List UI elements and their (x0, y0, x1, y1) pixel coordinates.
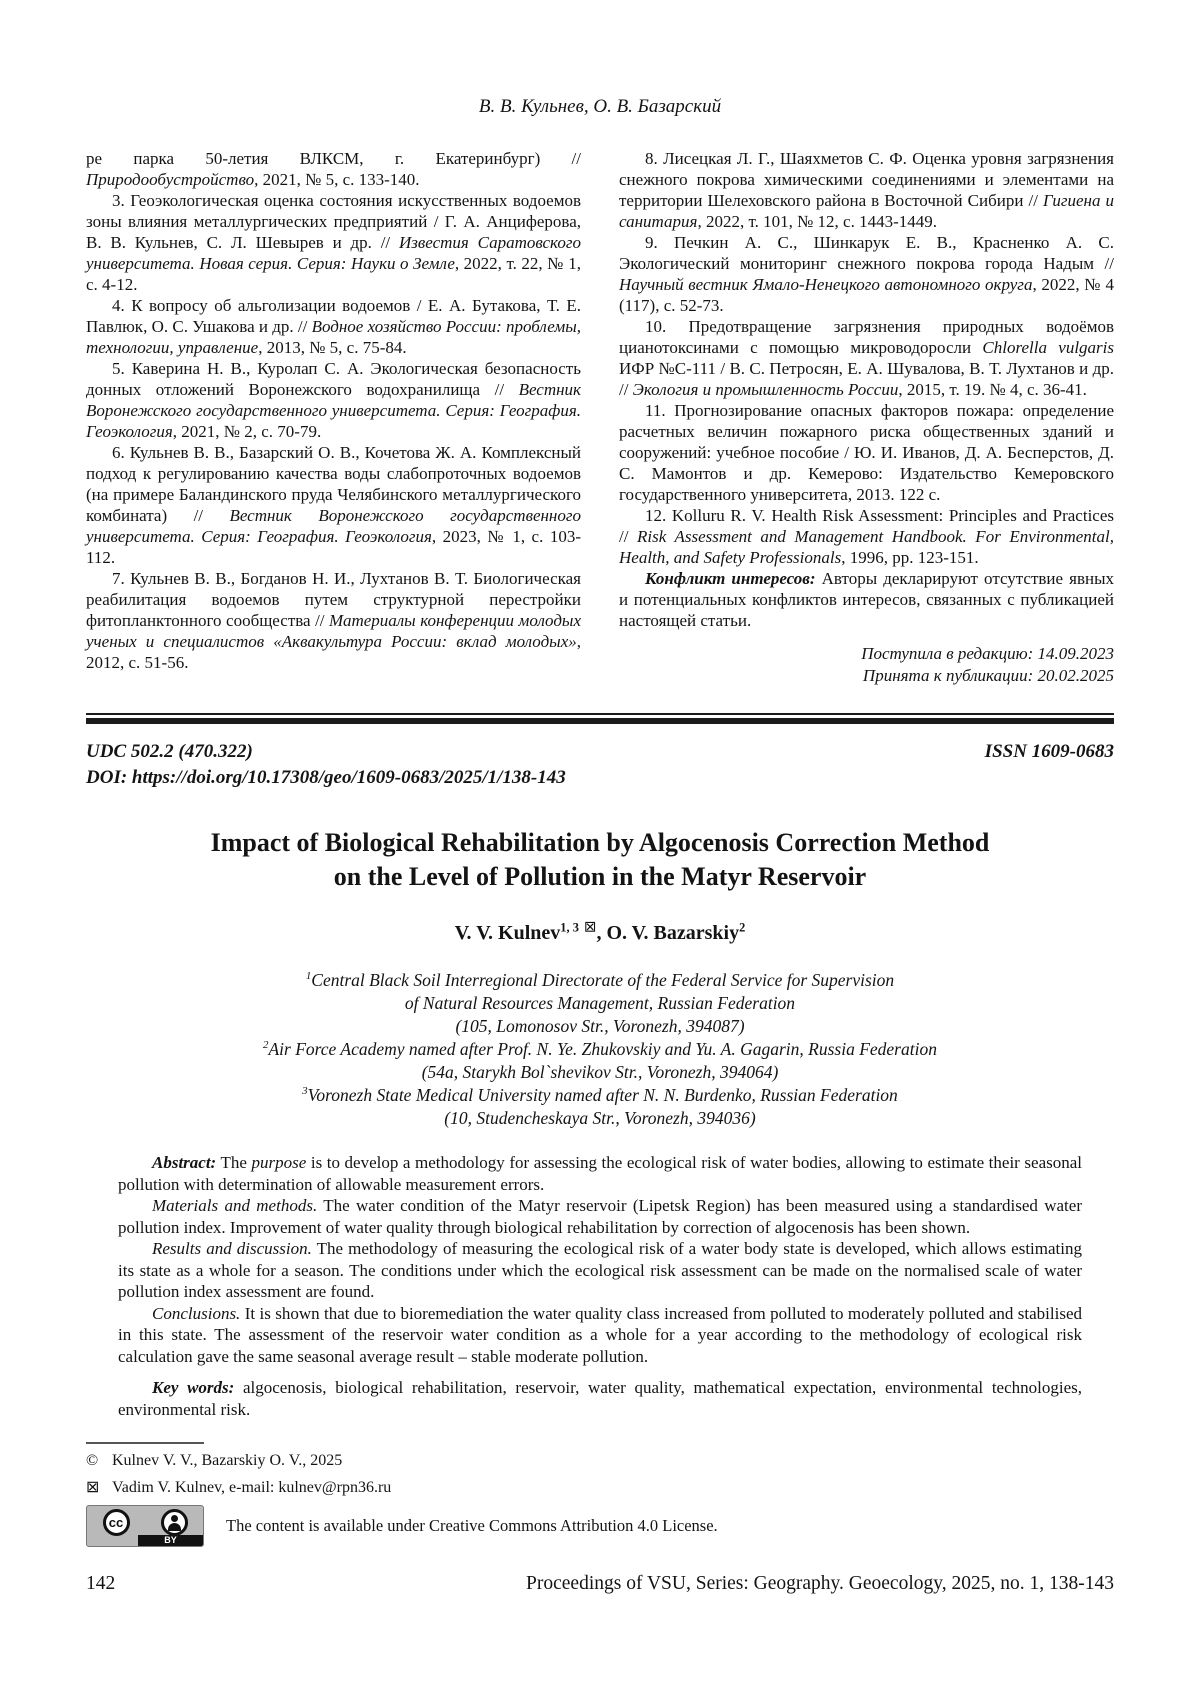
journal-line: Proceedings of VSU, Series: Geography. Geoecology, 2025, no. 1, 138-143 (526, 1573, 1114, 1594)
cc-logo-icon: cc (103, 1509, 130, 1536)
footnote-rule (86, 1442, 204, 1444)
doi-line: DOI: https://doi.org/10.17308/geo/1609-0683/2025/1/138-143 (86, 767, 566, 788)
article-title-line1: Impact of Biological Rehabilitation by Algocenosis Correction Method (210, 828, 990, 857)
affiliation-line: (54a, Starykh Bol`shevikov Str., Voronezh, 394064) (421, 1062, 779, 1082)
email-text: Vadim V. Kulnev, e-mail: kulnev@rpn36.ru (112, 1479, 392, 1496)
reference-item: 4. К вопросу об альголизации водоемов / Е. А. Бутакова, Т. Е. Павлюк, О. С. Ушакова и др. // Водное хозяйство России: проблемы, технологии, управление, 2013, № 5, с. 75-84. (86, 296, 581, 357)
keywords-paragraph: Key words: algocenosis, biological rehabilitation, reservoir, water quality, mathematical expectation, environmental technologies, environmental risk. (118, 1378, 1082, 1419)
page-number: 142 (86, 1573, 116, 1594)
authors-line: V. V. Kulnev$^{1, 3}$ ⊠, O. V. Bazarskiy$^2$ (454, 919, 746, 944)
abstract-paragraph: Materials and methods. The water condition of the Matyr reservoir (Lipetsk Region) has been measured using a standardised water pollution index. Improvement of water quality through biological rehabilitation by correction of algocenosis has been shown. (118, 1196, 1082, 1237)
affiliation-line: of Natural Resources Management, Russian Federation (404, 993, 796, 1013)
references-left-column (86, 148, 581, 687)
references-section (86, 148, 1114, 687)
abstract-block (118, 1152, 1082, 1420)
reference-item: 6. Кульнев В. В., Базарский О. В., Кочетова Ж. А. Комплексный подход к регулированию качества воды слабопроточных водоемов (на примере Баландинского пруда Челябинского металлургического комбината) // Вестник Воронежского государственного университета. Серия: География. Геоэкология, 2023, № 1, с. 103-112. (86, 443, 581, 567)
article-meta-row (86, 740, 1114, 764)
reference-item: 8. Лисецкая Л. Г., Шаяхметов С. Ф. Оценка уровня загрязнения снежного покрова химическими соединениями и элементами на территории Шелеховского района в Восточной Сибири // Гигиена и санитария, 2022, т. 101, № 12, с. 1443-1449. (619, 149, 1114, 231)
udc-label: UDC 502.2 (470.322) (86, 741, 253, 762)
affiliation-line: $^2$Air Force Academy named after Prof. N. Ye. Zhukovskiy and Yu. A. Gagarin, Russia Federation (263, 1039, 937, 1059)
envelope-icon: ⊠ (86, 1479, 100, 1496)
received-date: Поступила в редакцию: 14.09.2023 (861, 644, 1114, 663)
cc-license-row (86, 1505, 1114, 1547)
reference-item: 11. Прогнозирование опасных факторов пожара: определение расчетных величин пожарного риска общественных зданий и сооружений: учебное пособие / Ю. И. Иванов, Д. А. Бесперстов, Д. С. Мамонтов и др. Кемерово: Издательство Кемеровского государственного университета, 2013. 122 с. (619, 401, 1114, 504)
abstract-paragraph: Conclusions. It is shown that due to bioremediation the water quality class increased from polluted to moderately polluted and stabilised in this state. The assessment of the reservoir water condition as a whole for a year according to the methodology of ecological risk calculation gave the same seasonal average result – stable moderate pollution. (118, 1303, 1082, 1366)
submission-dates (619, 643, 1114, 687)
reference-item: 10. Предотвращение загрязнения природных водоёмов цианотоксинами с помощью микроводоросли Chlorella vulgaris ИФР №С-111 / В. С. Петросян, Е. А. Шувалова, В. Т. Лухтанов и др. // Экология и промышленность России, 2015, т. 19. № 4, с. 36-41. (619, 317, 1114, 399)
cc-person-icon (161, 1509, 188, 1536)
reference-item: 7. Кульнев В. В., Богданов Н. И., Лухтанов В. Т. Биологическая реабилитация водоемов путем структурной перестройки фитопланктонного сообщества // Материалы конференции молодых ученых и специалистов «Аквакультура России: вклад молодых», 2012, с. 51-56. (86, 569, 581, 672)
copyright-text: Kulnev V. V., Bazarskiy O. V., 2025 (112, 1452, 343, 1469)
email-line (86, 1477, 1114, 1498)
running-head-authors: В. В. Кульнев, О. В. Базарский (478, 96, 722, 117)
affiliation-line: (10, Studencheskaya Str., Voronezh, 394036) (444, 1108, 756, 1128)
page-footer (86, 1573, 1114, 1595)
cc-license-text: The content is available under Creative Commons Attribution 4.0 License. (226, 1516, 718, 1535)
article-title-line2: on the Level of Pollution in the Matyr Reservoir (333, 862, 867, 891)
affiliation-line: (105, Lomonosov Str., Voronezh, 394087) (455, 1016, 745, 1036)
conflict-of-interest: Конфликт интересов: Авторы декларируют отсутствие явных и потенциальных конфликтов интересов, связанных с публикацией настоящей статьи. (619, 569, 1115, 630)
affiliation-line: $^1$Central Black Soil Interregional Directorate of the Federal Service for Supervision (305, 970, 895, 990)
affiliation-line: $^3$Voronezh State Medical University named after N. N. Burdenko, Russian Federation (302, 1085, 898, 1105)
accepted-date: Принята к публикации: 20.02.2025 (862, 666, 1114, 685)
reference-item: ре парка 50-летия ВЛКСМ, г. Екатеринбург) // Природообустройство, 2021, № 5, с. 133-140. (86, 149, 581, 189)
reference-item: 9. Печкин А. С., Шинкарук Е. В., Красненко А. С. Экологический мониторинг снежного покрова города Надым // Научный вестник Ямало-Ненецкого автономного округа, 2022, № 4 (117), с. 52-73. (619, 233, 1114, 315)
abstract-paragraph: Abstract: The purpose is to develop a methodology for assessing the ecological risk of water bodies, allowing to estimate their seasonal pollution with determination of allowable measurement errors. (118, 1153, 1082, 1194)
affiliations (86, 969, 1114, 1130)
reference-item: 5. Каверина Н. В., Куролап С. А. Экологическая безопасность донных отложений Воронежского водохранилища // Вестник Воронежского государственного университета. Серия: География. Геоэкология, 2021, № 2, с. 70-79. (86, 359, 581, 441)
cc-by-badge (86, 1505, 204, 1547)
abstract-paragraph: Results and discussion. The methodology of measuring the ecological risk of a water body state is developed, which allows estimating its state as a whole for a season. The conditions under which the ecological risk assessment can be made on the normalised scale of water pollution index assessment are found. (118, 1239, 1082, 1301)
copyright-symbol: © (86, 1452, 99, 1469)
copyright-line (86, 1450, 1114, 1471)
reference-item: 12. Kolluru R. V. Health Risk Assessment: Principles and Practices // Risk Assessment and Management Handbook. For Environmental, Health, and Safety Professionals, 1996, pp. 123-151. (619, 506, 1114, 567)
references-right-column (619, 148, 1114, 687)
section-divider-thick (86, 718, 1114, 724)
footnotes (86, 1442, 1114, 1547)
envelope-icon: ⊠ (583, 919, 597, 936)
issn-label: ISSN 1609-0683 (984, 741, 1114, 762)
reference-item: 3. Геоэкологическая оценка состояния искусственных водоемов зоны влияния металлургических предприятий / Г. А. Анциферова, В. В. Кульнев, С. Л. Шевырев и др. // Известия Саратовского университета. Новая серия. Серия: Науки о Земле, 2022, т. 22, № 1, с. 4-12. (86, 191, 581, 294)
article-title (86, 826, 1114, 894)
cc-by-label: BY (138, 1535, 203, 1546)
